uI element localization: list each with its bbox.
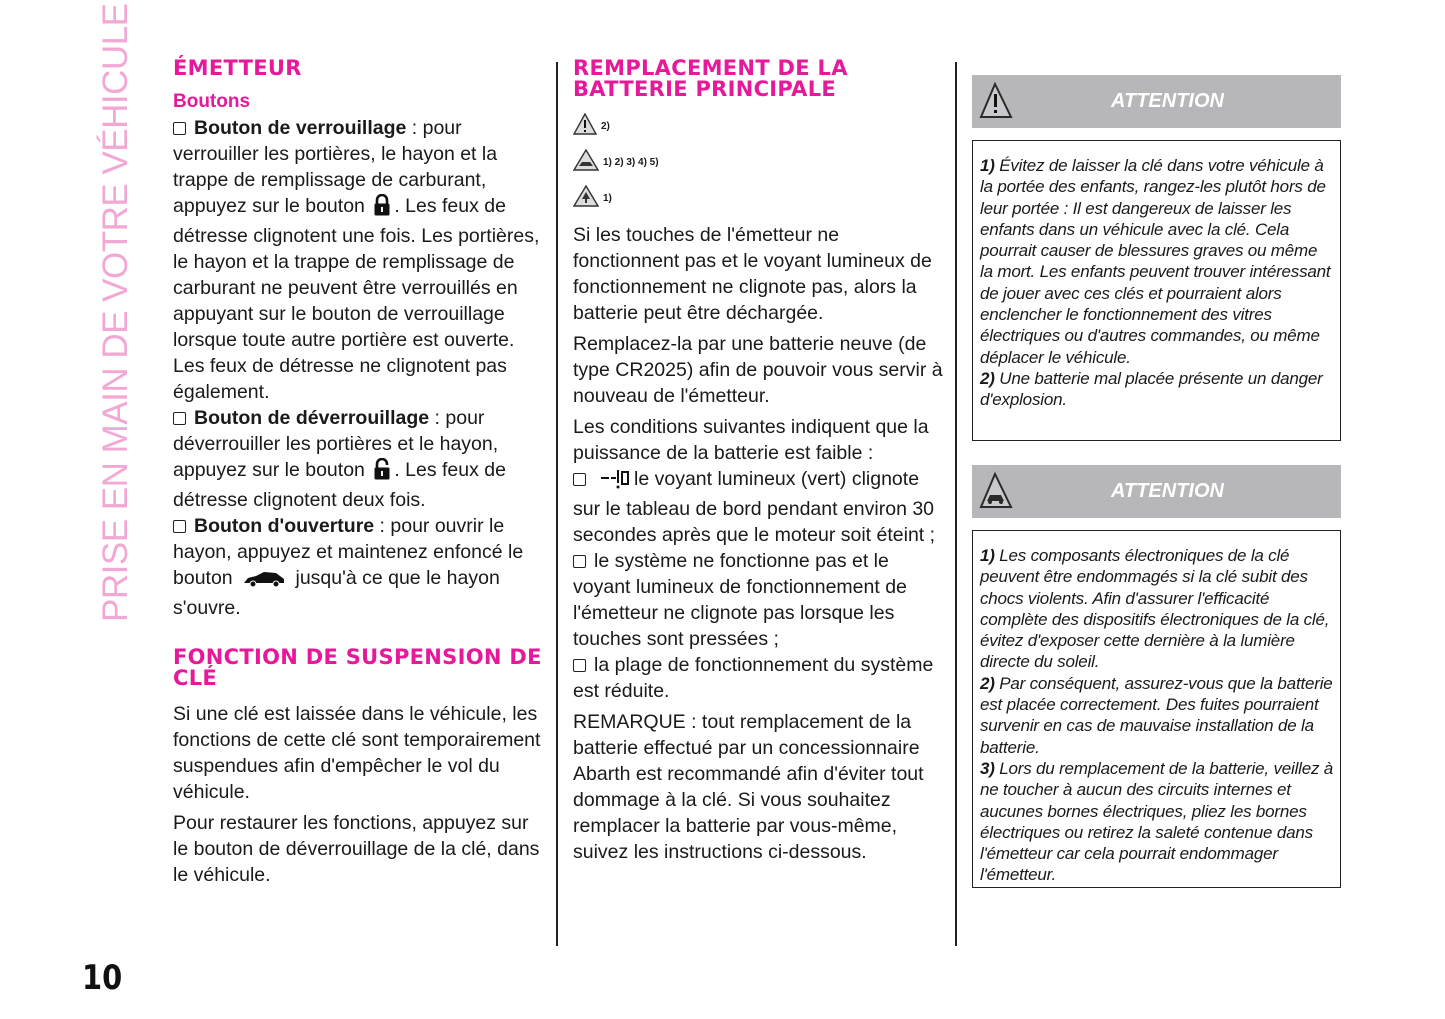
battery-paragraph-3: Les conditions suivantes indiquent que la puissance de la batterie est faible : bbox=[573, 416, 929, 464]
battery-remark: REMARQUE : tout remplacement de la batterie effectué par un concessionnaire Abarth est recommandé afin d'éviter tout dommage à la clé. Si vous souhaitez remplacer la batterie par vous-même, suivez les instructions ci-dessous. bbox=[573, 711, 924, 863]
car-warning-icon bbox=[573, 149, 599, 176]
car-warning-refs: 1) 2) 3) 4) 5) bbox=[603, 156, 659, 168]
attention-2-num-1: 1) bbox=[980, 546, 995, 565]
checkbox-bullet-icon bbox=[573, 473, 586, 486]
suspension-paragraph-2: Pour restaurer les fonctions, appuyez sur le bouton de déverrouillage de la clé, dans le véhicule. bbox=[173, 812, 540, 886]
car-warning-ref-row bbox=[573, 144, 945, 180]
lock-text-a: : pour verrouiller les portières, le hayon et la trappe de remplissage de carburant, appuyez sur le bouton bbox=[173, 117, 498, 217]
checkbox-bullet-icon bbox=[573, 659, 586, 672]
attention-2-text-3: Lors du remplacement de la batterie, veillez à ne toucher à aucun des circuits internes et aucunes bornes électriques, pliez les bornes électriques ou retirez la saleté contenue dans l'émetteur car cela pourrait endommager l'émetteur. bbox=[980, 758, 1334, 885]
column-2 bbox=[573, 58, 945, 865]
checkbox-bullet-icon bbox=[573, 555, 586, 568]
warning-ref-row bbox=[573, 108, 945, 144]
padlock-locked-icon bbox=[374, 194, 390, 223]
subheading-boutons: Boutons bbox=[173, 91, 251, 112]
attention-bar-2 bbox=[972, 465, 1341, 518]
unlock-text-a: : pour déverrouiller les portières et le hayon, appuyez sur le bouton bbox=[173, 407, 499, 481]
suspension-paragraph-1: Si une clé est laissée dans le véhicule, les fonctions de cette clé sont temporairement suspendues afin d'empêcher le vol du véhicule. bbox=[173, 703, 541, 803]
environment-ref-row bbox=[573, 180, 945, 216]
bullet-2-text: le système ne fonctionne pas et le voyant lumineux de fonctionnement de l'émetteur ne clignote pas lorsque les touches sont pressées ; bbox=[573, 550, 907, 650]
checkbox-bullet-icon bbox=[173, 412, 186, 425]
attention-2-num-2: 2) bbox=[980, 673, 995, 693]
warning-triangle-icon bbox=[573, 113, 597, 140]
battery-paragraph-2: Remplacez-la par une batterie neuve (de type CR2025) afin de pouvoir vous servir à nouveau de l'émetteur. bbox=[573, 333, 943, 407]
unlock-button-paragraph bbox=[173, 405, 543, 513]
open-button-paragraph bbox=[173, 513, 543, 621]
open-text-a: : pour ouvrir le hayon, appuyez et maintenez enfoncé le bouton bbox=[173, 515, 524, 589]
attention-2-text-1: Les composants électroniques de la clé peuvent être endommagés si la clé subit des chocs violents. Afin d'assurer l'efficacité complète des dispositifs électroniques de la clé, évitez d'exposer cette dernière à la lumière directe du soleil. bbox=[980, 546, 1330, 672]
attention-1-text-2: Une batterie mal placée présente un danger d'explosion. bbox=[980, 368, 1323, 410]
attention-label-2: ATTENTION bbox=[1111, 480, 1224, 502]
lock-button-paragraph bbox=[173, 115, 543, 405]
heading-battery-replacement: REMPLACEMENT DE LA BATTERIE PRINCIPALE bbox=[573, 56, 848, 101]
attention-box-2 bbox=[972, 530, 1341, 888]
bullet-2 bbox=[573, 548, 945, 652]
attention-2-num-3: 3) bbox=[980, 758, 995, 778]
column-divider-2 bbox=[955, 62, 957, 946]
battery-paragraph-1: Si les touches de l'émetteur ne fonctionnent pas et le voyant lumineux de fonctionnement ne clignote pas, alors la batterie peut être déchargée. bbox=[573, 224, 932, 324]
bullet-3 bbox=[573, 652, 945, 704]
open-button-label: Bouton d'ouverture bbox=[194, 515, 375, 537]
car-trunk-icon bbox=[242, 569, 286, 595]
heading-emetteur: ÉMETTEUR bbox=[173, 56, 302, 80]
environment-refs: 1) bbox=[603, 192, 612, 204]
unlock-button-label: Bouton de déverrouillage bbox=[194, 407, 430, 429]
heading-suspension: FONCTION DE SUSPENSION DE CLÉ bbox=[173, 645, 542, 690]
checkbox-bullet-icon bbox=[173, 520, 186, 533]
attention-box-1 bbox=[972, 140, 1341, 441]
attention-2-text-2: Par conséquent, assurez-vous que la batterie est placée correctement. Des fuites pourraient survenir en cas de mauvaise installation de la batterie. bbox=[980, 673, 1333, 757]
bullet-3-text: la plage de fonctionnement du système est réduite. bbox=[573, 654, 934, 702]
attention-1-text-1: Évitez de laisser la clé dans votre véhicule à la portée des enfants, rangez-les plutôt hors de leur portée : Il est dangereux de laisser les enfants dans un véhicule avec la clé. Cela pourrait causer de blessures graves ou même la mort. Les enfants peuvent trouver intéressant de jouer avec ces clés et pourraient alors enclencher le fonctionnement des vitres électriques ou d'autres commandes, ou même déplacer le véhicule. bbox=[980, 156, 1331, 367]
column-divider-1 bbox=[556, 62, 558, 946]
unlock-text-b: . Les feux de détresse clignotent deux fois. bbox=[173, 459, 506, 511]
attention-1-num-1: 1) bbox=[980, 156, 995, 175]
open-text-b: jusqu'à ce que le hayon s'ouvre. bbox=[173, 567, 500, 619]
warning-refs: 2) bbox=[601, 120, 610, 132]
checkbox-bullet-icon bbox=[173, 122, 186, 135]
attention-label-1: ATTENTION bbox=[1111, 90, 1224, 112]
environment-warning-icon bbox=[573, 185, 599, 212]
bullet-1 bbox=[573, 466, 945, 548]
page-number: 10 bbox=[82, 958, 123, 998]
attention-1-num-2: 2) bbox=[980, 368, 995, 388]
lock-button-label: Bouton de verrouillage bbox=[194, 117, 407, 139]
attention-bar-1 bbox=[972, 75, 1341, 128]
sidebar-section-title: PRISE EN MAIN DE VOTRE VÉHICULE bbox=[96, 3, 135, 622]
column-3 bbox=[972, 75, 1341, 888]
column-1 bbox=[173, 58, 543, 888]
lock-text-b: . Les feux de détresse clignotent une fois. Les portières, le hayon et la trappe de remplissage de carburant ne peuvent être verrouillés en appuyant sur le bouton de verrouillage lorsque toute autre portière est ouverte. Les feux de détresse ne clignotent pas également. bbox=[173, 195, 540, 403]
padlock-unlocked-icon bbox=[374, 458, 390, 487]
bullet-1-text: le voyant lumineux (vert) clignote sur le tableau de bord pendant environ 30 secondes après que le moteur soit éteint ; bbox=[573, 468, 936, 546]
key-indicator-icon bbox=[600, 469, 630, 496]
